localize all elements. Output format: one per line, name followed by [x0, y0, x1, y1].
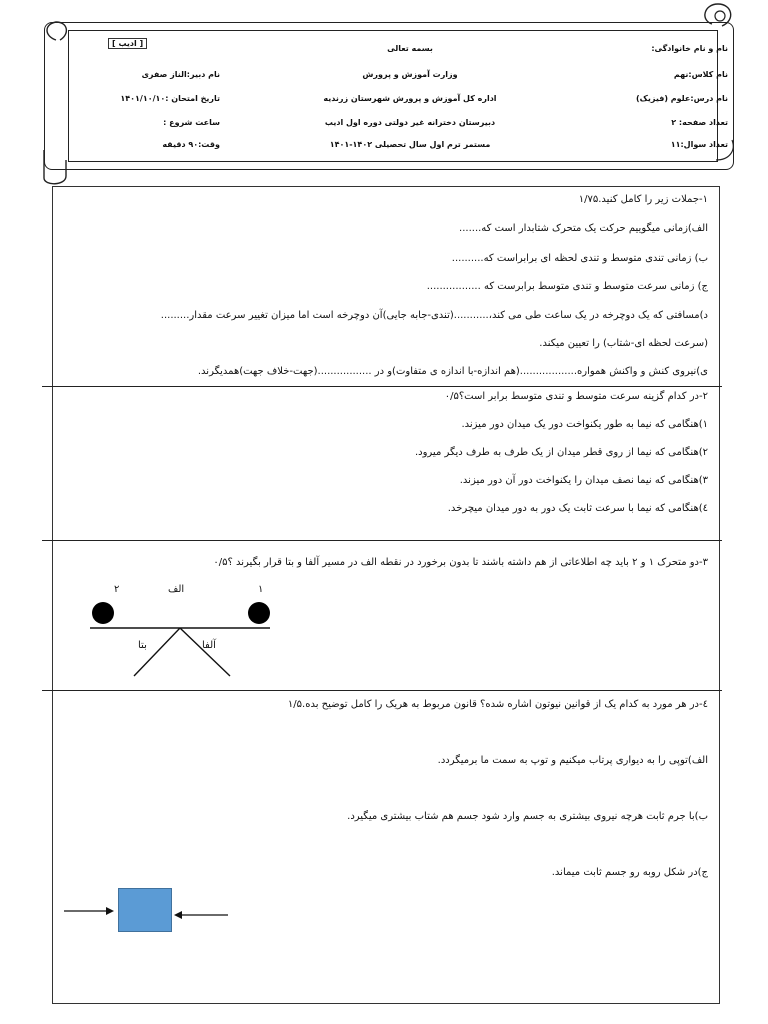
left-arrow-icon — [174, 909, 228, 921]
q1-line-b: ب) زمانی تندی متوسط و تندی لحظه ای برابراست که.......... — [451, 253, 708, 264]
department-name: اداره کل آموزش و پرورش شهرستان زرندیه — [323, 94, 497, 103]
q3-label-1: ۱ — [258, 584, 264, 595]
q2-option-3: ۳)هنگامی که نیما نصف میدان را یکنواخت دور آن دور میزند. — [459, 475, 708, 486]
fixed-block — [118, 888, 172, 932]
class-name: نام کلاس:نهم — [673, 70, 728, 79]
q1-title: ۱-جملات زیر را کامل کنید.۱/۷۵ — [578, 194, 708, 205]
ministry-name: وزارت آموزش و پرورش — [362, 70, 458, 79]
duration: وقت:۹۰ دقیقه — [162, 140, 220, 149]
q2-option-2: ۲)هنگامی که نیما از روی قطر میدان از یک طرف به طرف دیگر میرود. — [414, 447, 708, 458]
teacher-name: نام دبیر:الناز صفری — [141, 70, 220, 79]
q4-item-b: ب)با جرم ثابت هرچه نیروی بیشتری به جسم وارد شود جسم هم شتاب بیشتری میگیرد. — [347, 811, 708, 822]
q4-title: ٤-در هر مورد به کدام یک از قوانین نیوتون اشاره شده؟ قانون مربوط به هریک را کامل توضیح بده.۱/۵ — [287, 699, 708, 710]
right-arrow-icon — [64, 905, 114, 917]
q2-option-1: ۱)هنگامی که نیما به طور یکنواخت دور یک میدان دور میزند. — [461, 419, 708, 430]
exam-term: مستمر ترم اول سال تحصیلی ۱۴۰۲-۱۴۰۱ — [329, 140, 491, 149]
path-diagram — [80, 620, 300, 684]
student-name-label: نام و نام خانوادگی: — [651, 44, 728, 53]
q3-label-alfa: آلفا — [202, 640, 216, 651]
q1-line-y: ی)نیروی کنش و واکنش همواره..................(هم اندازه-با اندازه ی متفاوت)و در .................(جهت-خلاف جهت)همدیگرند. — [197, 366, 708, 377]
q2-title: ۲-در کدام گزینه سرعت متوسط و تندی متوسط برابر است؟۰/۵ — [444, 391, 708, 402]
question-count: تعداد سوال:۱۱ — [670, 140, 728, 149]
q1-line-d: د)مسافتی که یک دوچرخه در یک ساعت طی می کند،...........(تندی-جابه جایی)آن دوچرخه است اما میزان تغییر سرعت مقدار......... — [160, 310, 708, 321]
school-name: دبیرستان دخترانه غیر دولتی دوره اول ادیب — [324, 118, 496, 127]
q1-line-d-cont: (سرعت لحظه ای-شتاب) را تعیین میکند. — [539, 338, 708, 349]
q1-line-c: ج) زمانی سرعت متوسط و تندی متوسط برابرست که ................. — [426, 281, 708, 292]
section-divider — [42, 690, 722, 691]
start-time: ساعت شروع : — [163, 118, 220, 127]
q1-line-a: الف)زمانی میگوییم حرکت یک متحرک شتابدار است که....... — [459, 223, 708, 234]
header-bismillah: بسمه تعالی — [387, 44, 433, 53]
section-divider — [42, 386, 722, 387]
q4-item-c: ج)در شکل روبه رو جسم ثابت میماند. — [551, 867, 708, 878]
q2-option-4: ٤)هنگامی که نیما با سرعت ثابت یک دور به دور میدان میچرخد. — [447, 503, 708, 514]
q3-label-beta: بتا — [138, 640, 147, 651]
q3-title: ۳-دو متحرک ۱ و ۲ باید چه اطلاعاتی از هم داشته باشند تا بدون برخورد در نقطه الف در مسیر آلفا و بتا قرار بگیرند ؟۰/۵ — [213, 557, 708, 568]
q3-label-2: ۲ — [114, 584, 120, 595]
q4-item-a: الف)توپی را به دیواری پرتاب میکنیم و توپ به سمت ما برمیگردد. — [437, 755, 708, 766]
page-count: تعداد صفحه: ۲ — [671, 118, 728, 127]
school-logo: [ ادیب ] — [108, 38, 147, 49]
section-divider — [42, 540, 722, 541]
exam-date: تاریخ امتحان :۱۴۰۱/۱۰/۱۰ — [120, 94, 220, 103]
course-name: نام درس:علوم (فیزیک) — [636, 94, 728, 103]
q3-label-alef: الف — [168, 584, 185, 595]
